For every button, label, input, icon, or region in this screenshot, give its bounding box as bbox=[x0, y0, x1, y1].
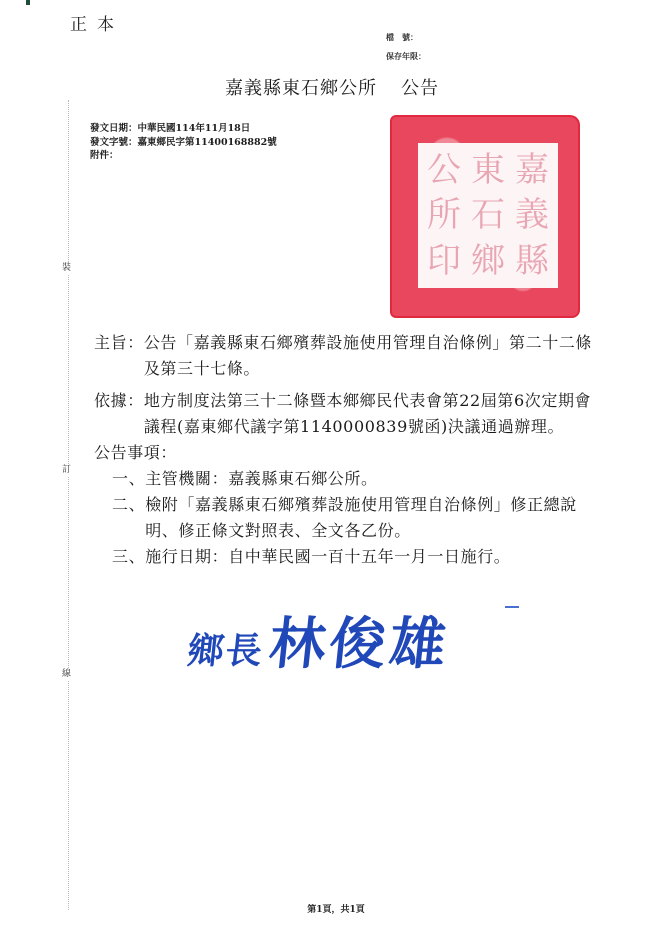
retention-label: 保存年限： bbox=[386, 51, 426, 61]
seal-char: 公 bbox=[427, 149, 461, 190]
notice-heading: 公告事項： bbox=[94, 443, 178, 462]
binding-mark-xian: 線 bbox=[62, 669, 72, 679]
seal-char: 義 bbox=[515, 195, 549, 236]
binding-line bbox=[68, 100, 69, 910]
subject-paragraph bbox=[94, 330, 604, 382]
notice-items bbox=[112, 466, 604, 570]
item-text: 主管機關：嘉義縣東石鄉公所。 bbox=[145, 469, 378, 488]
item-number: 一、 bbox=[112, 469, 146, 488]
corner-scan-mark bbox=[26, 0, 30, 5]
attachment-label: 附件： bbox=[90, 150, 119, 161]
subject-text: 公告「嘉義縣東石鄉殯葬設施使用管理自治條例」第二十二條及第三十七條。 bbox=[143, 333, 593, 378]
title-type: 公告 bbox=[401, 78, 439, 99]
notice-item bbox=[112, 466, 604, 492]
page-number: 第1頁，共1頁 bbox=[307, 905, 365, 915]
issue-ref-value: 嘉東鄉民字第11400168882號 bbox=[137, 136, 277, 148]
issue-ref-row bbox=[90, 136, 277, 150]
mayor-signature-stamp bbox=[185, 600, 454, 680]
official-seal-stamp bbox=[390, 115, 580, 318]
binding-mark-ding: 訂 bbox=[62, 465, 72, 475]
issue-date-label: 發文日期： bbox=[90, 123, 138, 134]
binding-mark-zhuang: 裝 bbox=[62, 263, 72, 273]
item-number: 二、 bbox=[112, 495, 146, 514]
seal-char: 石 bbox=[471, 195, 505, 236]
file-meta bbox=[386, 28, 426, 66]
basis-text: 地方制度法第三十二條暨本鄉鄉民代表會第22屆第6次定期會議程(嘉東鄉代議字第1140000839號函)決議通過辦理。 bbox=[143, 391, 592, 436]
title-agency: 嘉義縣東石鄉公所 bbox=[225, 78, 377, 99]
seal-char: 所 bbox=[427, 195, 461, 236]
attachment-row bbox=[90, 149, 277, 163]
copy-type-label: 正本 bbox=[70, 15, 124, 35]
signature-title: 鄉長 bbox=[185, 630, 266, 672]
issue-ref-label: 發文字號： bbox=[90, 136, 138, 148]
item-text: 施行日期：自中華民國一百十五年一月一日施行。 bbox=[145, 547, 511, 566]
signature-ink-mark bbox=[505, 606, 519, 608]
notice-item bbox=[112, 544, 604, 570]
item-number: 三、 bbox=[112, 547, 146, 566]
seal-char: 東 bbox=[471, 149, 505, 190]
retention-row bbox=[386, 47, 426, 66]
item-text: 檢附「嘉義縣東石鄉殯葬設施使用管理自治條例」修正總說明、修正條文對照表、全文各乙份。 bbox=[145, 495, 577, 540]
issue-date-value: 中華民國114年11月18日 bbox=[137, 123, 251, 134]
issue-date-row bbox=[90, 122, 277, 136]
seal-char: 鄉 bbox=[471, 241, 505, 282]
file-number-row bbox=[386, 28, 426, 47]
basis-paragraph bbox=[94, 388, 604, 440]
announcement-body bbox=[94, 330, 604, 570]
issue-info bbox=[90, 122, 277, 163]
seal-inner bbox=[418, 143, 558, 288]
seal-char: 印 bbox=[427, 241, 461, 282]
basis-label: 依據： bbox=[94, 391, 144, 410]
seal-char: 縣 bbox=[515, 241, 549, 282]
seal-char: 嘉 bbox=[515, 149, 549, 190]
subject-label: 主旨： bbox=[94, 333, 144, 352]
page-title bbox=[225, 74, 439, 100]
signature-name: 林俊雄 bbox=[266, 611, 454, 677]
file-number-label: 檔 號： bbox=[386, 32, 418, 42]
notice-item bbox=[112, 492, 604, 544]
